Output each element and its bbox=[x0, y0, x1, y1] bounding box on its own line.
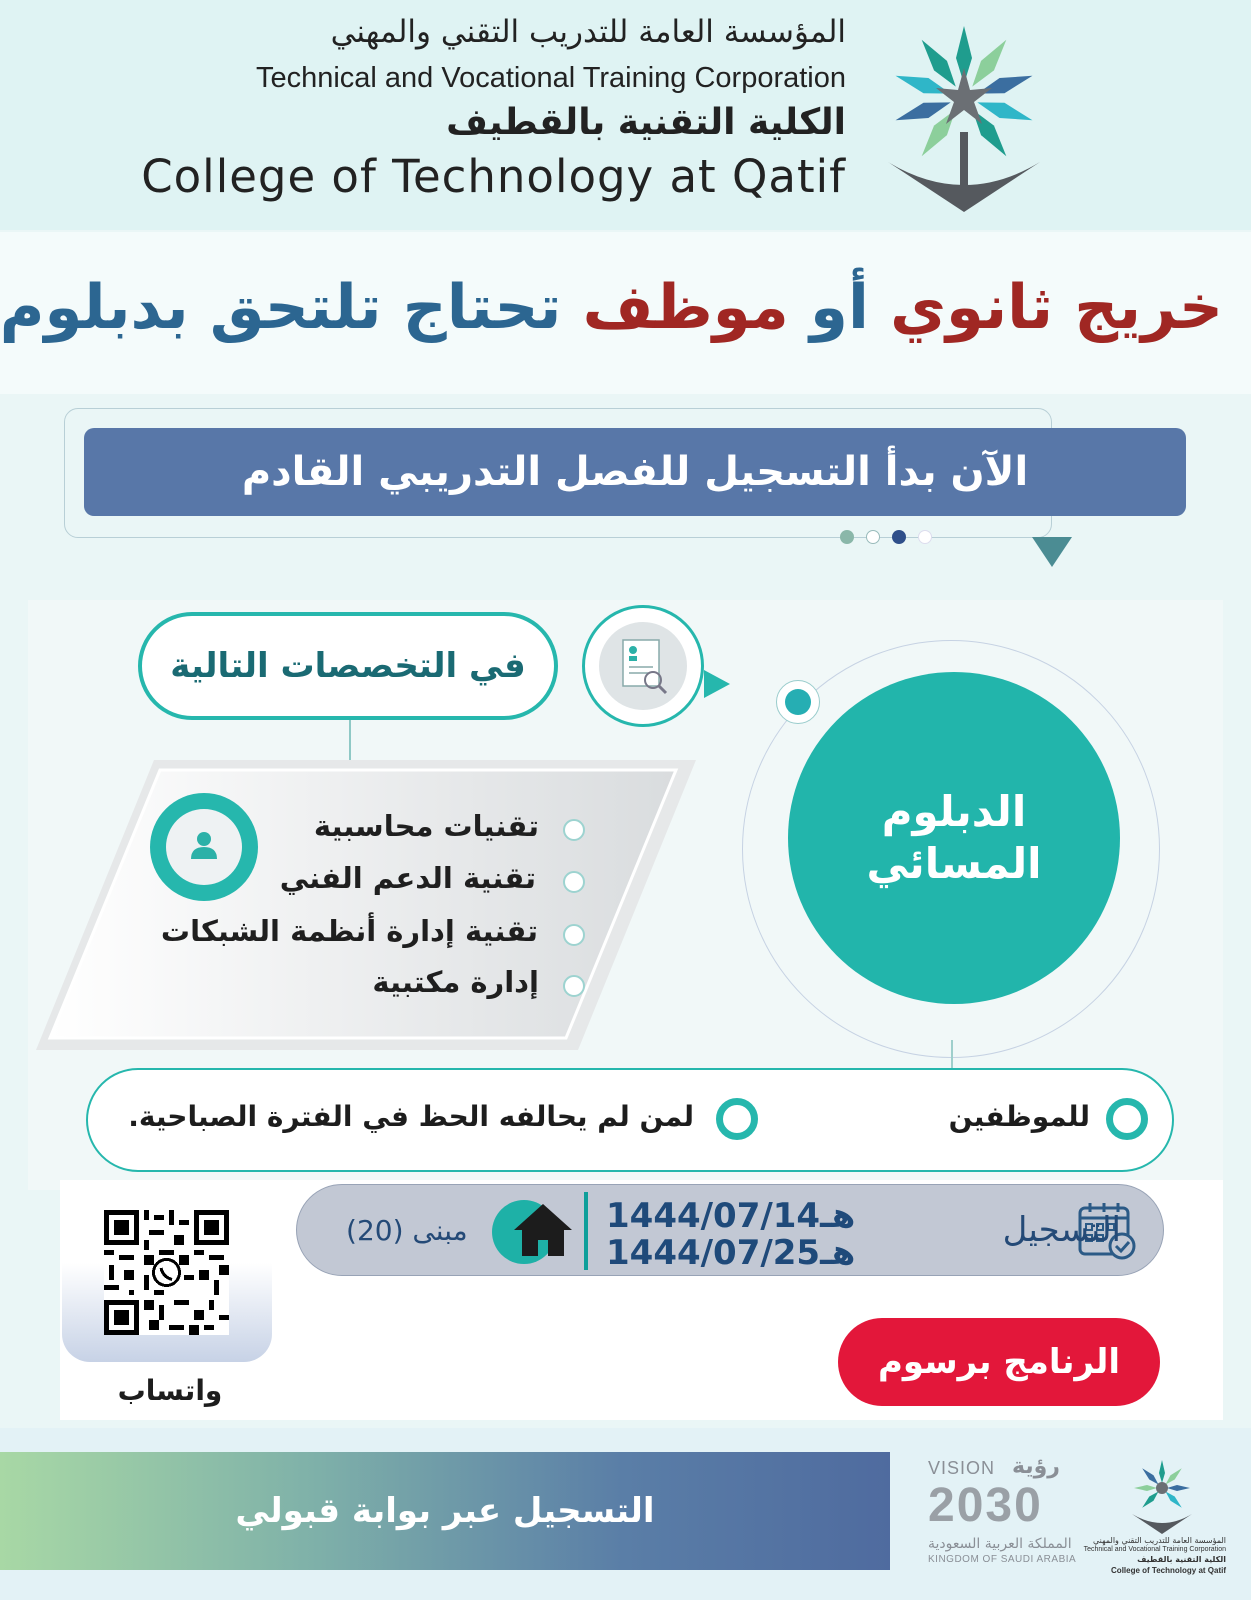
orbit-dot bbox=[776, 680, 820, 724]
org-name-en: Technical and Vocational Training Corporation bbox=[255, 62, 846, 94]
mini-college-ar: الكلية التقنية بالقطيف bbox=[1137, 1555, 1226, 1564]
qabooli-portal-banner: التسجيل عبر بوابة قبولي bbox=[0, 1452, 890, 1570]
org-name-ar: المؤسسة العامة للتدريب التقني والمهني bbox=[330, 14, 846, 50]
vision-2030-logo: 2030 bbox=[928, 1479, 1043, 1532]
audience-morning-missed: لمن لم يحالفه الحظ في الفترة الصباحية. bbox=[128, 1100, 694, 1133]
building-number: مبنى (20) bbox=[346, 1214, 468, 1247]
tvtc-logo-icon bbox=[880, 12, 1048, 212]
specialties-list-box bbox=[36, 760, 696, 1050]
evening-diploma-badge bbox=[788, 672, 1120, 1004]
carousel-dot bbox=[866, 530, 880, 544]
mini-org-en: Technical and Vocational Training Corporation bbox=[1083, 1546, 1226, 1553]
document-search-icon bbox=[582, 605, 704, 727]
vision-ksa-en: KINGDOM OF SAUDI ARABIA bbox=[928, 1554, 1077, 1565]
specialty-item: إدارة مكتبية bbox=[372, 965, 539, 999]
diploma-line2: المسائي bbox=[866, 839, 1042, 888]
headline-or: أو bbox=[810, 272, 869, 343]
audience-employees: للموظفين bbox=[948, 1100, 1090, 1133]
ring-bullet-icon bbox=[716, 1098, 758, 1140]
paid-program-badge: الرنامج برسوم bbox=[838, 1318, 1160, 1406]
specialty-item: تقنيات محاسبية bbox=[313, 809, 539, 843]
whatsapp-label: واتساب bbox=[117, 1374, 223, 1407]
registration-end-date: 1444/07/25هـ bbox=[606, 1233, 856, 1273]
college-name-en: College of Technology at Qatif bbox=[141, 150, 846, 203]
whatsapp-qr-code[interactable] bbox=[104, 1210, 229, 1335]
mini-org-ar: المؤسسة العامة للتدريب التقني والمهني bbox=[1092, 1536, 1226, 1545]
carousel-dot bbox=[918, 530, 932, 544]
headline bbox=[0, 272, 1223, 343]
college-name-ar: الكلية التقنية بالقطيف bbox=[446, 102, 846, 143]
person-icon bbox=[150, 793, 258, 901]
vision-ksa-ar: المملكة العربية السعودية bbox=[928, 1536, 1072, 1552]
registration-start-date: 1444/07/14هـ bbox=[606, 1196, 856, 1236]
headline-need-diploma: تحتاج تلتحق بدبلوم bbox=[0, 272, 562, 343]
carousel-dot bbox=[840, 530, 854, 544]
bullet-icon bbox=[563, 871, 585, 893]
audience-pill bbox=[86, 1068, 1174, 1172]
bullet-icon bbox=[563, 975, 585, 997]
connector-line bbox=[951, 1040, 953, 1068]
tvtc-mini-logo-icon bbox=[1128, 1456, 1196, 1536]
bullet-icon bbox=[563, 819, 585, 841]
specialty-item: تقنية إدارة أنظمة الشبكات bbox=[160, 914, 538, 948]
ring-bullet-icon bbox=[1106, 1098, 1148, 1140]
registration-open-banner: الآن بدأ التسجيل للفصل التدريبي القادم bbox=[84, 428, 1186, 516]
specialty-item: تقنية الدعم الفني bbox=[279, 861, 536, 895]
vision-ar: رؤية bbox=[1012, 1454, 1060, 1479]
mini-college-en: College of Technology at Qatif bbox=[1111, 1566, 1226, 1575]
headline-graduate: خريج ثانوي bbox=[890, 272, 1223, 343]
diploma-line1: الدبلوم bbox=[881, 786, 1027, 836]
vision-word: VISION bbox=[928, 1458, 996, 1478]
pointer-triangle bbox=[704, 670, 730, 698]
divider bbox=[584, 1192, 588, 1270]
registration-label: التسجيل bbox=[1002, 1210, 1121, 1250]
connector-line bbox=[349, 720, 351, 762]
bullet-icon bbox=[563, 924, 585, 946]
home-icon bbox=[510, 1200, 576, 1260]
arrow-down-icon bbox=[1032, 537, 1072, 567]
specialties-title: في التخصصات التالية bbox=[138, 612, 558, 720]
headline-employee: موظف bbox=[582, 272, 789, 343]
carousel-dot bbox=[892, 530, 906, 544]
